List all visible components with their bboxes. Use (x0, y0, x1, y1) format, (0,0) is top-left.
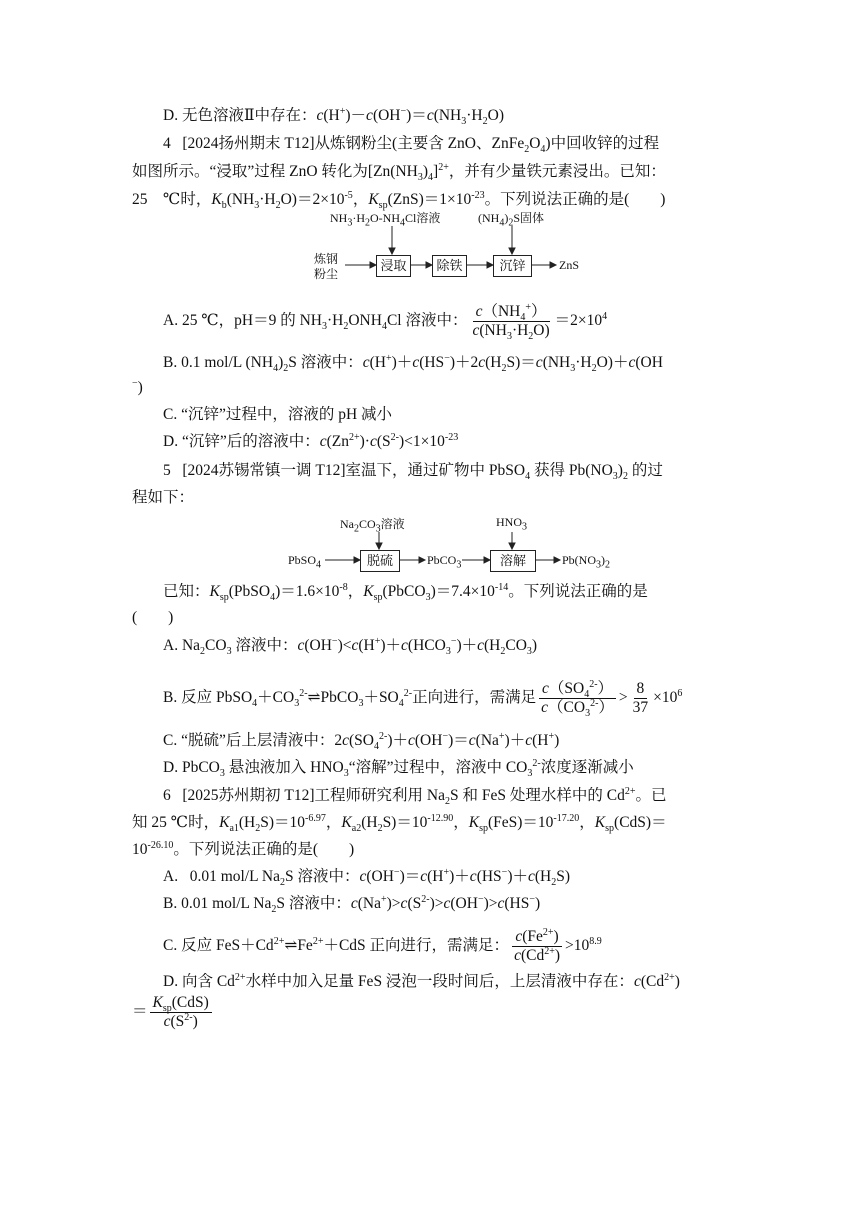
q5-answer-paren: ( ) (132, 609, 174, 626)
q4-source-tag: [2024扬州期末 T12] (182, 135, 315, 152)
q4-option-d: D. “沉锌”后的溶液中：$c(Zn^{2+})\cdot c(S^{2-})<1\times 10^{-23}$ (163, 431, 459, 450)
q4-option-b-line1: B. 0.1 mol/L $(NH_4)_2S$ 溶液中：$c(H^+)+c(HS^-)+2c(H_2S)=c(NH_3\cdot H_2O)+c(OH$ (163, 352, 663, 375)
q5-known: 已知：$K_{sp}(PbSO_4)=1.6\times 10^{-8}$，$K_{sp}(PbCO_3)=7.4\times 10^{-14}$。下列说法正确的是 (163, 581, 648, 604)
q3-option-d: D. 无色溶液Ⅱ中存在：$c(H^+)-c(OH^-)=c(NH_3\cdot H_2O)$ (163, 105, 504, 128)
q6-option-b: B. 0.01 mol/L $Na_2S$ 溶液中：$c(Na^+)>c(S^{2-})>c(OH^-)>c(HS^-)$ (163, 893, 541, 916)
q5-number: 5 (163, 462, 171, 479)
q4-option-c: C. “沉锌”过程中，溶液的 pH 减小 (163, 406, 393, 423)
q5-option-a: A. $Na_2CO_3$ 溶液中：$c(OH^-)<c(H^+)+c(HCO_3^-)+c(H_2CO_3)$ (163, 635, 538, 658)
q4-option-b-line2: −) (132, 377, 143, 396)
q4-product: ZnS (559, 258, 580, 272)
q5-option-b: B. 反应 $PbSO_4+CO_3^{2-}\rightleftharpoons PbCO_3+SO_4^{2-}$正向进行，需满足 $\frac{c(SO_4^{2-})}{c(CO_3^{2-})}$ > $\frac{8}{37}$ $\times 10^6$ (163, 678, 683, 720)
q4-step-leach: 浸取 (376, 255, 411, 277)
q6-option-c: C. 反应 $FeS+Cd^{2+}\rightleftharpoons Fe^{2+}+CdS$ 正向进行，需满足： $\frac{c(Fe^{2+})}{c(Cd^{2+})}$ $>10^{8.9}$ (163, 926, 602, 964)
q6-stem-line3: $10^{-26.10}$。下列说法正确的是( ) (132, 839, 355, 858)
q5-reagent-desulfur: $Na_2CO_3$溶液 (340, 517, 405, 535)
q5-product: $Pb(NO_3)_2$ (562, 553, 611, 571)
q4-option-a: A. 25 ℃，pH＝9 的 $NH_3\cdot H_2ONH_4Cl$ 溶液中： $\frac{c(NH_4^+)}{c(NH_3\cdot H_2O)}$ $=2\times 10^4$ (163, 301, 608, 343)
q5-stem-line1: 5 [2024苏锡常镇一调 T12]室温下，通过矿物中 PbSO$_4$ 获得 $Pb(NO_3)_2$ 的过 (163, 462, 663, 483)
q4-stem-line2: 如图所示。“浸取”过程 ZnO 转化为$[Zn(NH_3)_4]^{2+}$，并有少量铁元素浸出。已知： (132, 161, 666, 184)
q6-option-a: A. 0.01 mol/L $Na_2S$ 溶液中：$c(OH^-)=c(H^+)+c(HS^-)+c(H_2S)$ (163, 866, 571, 889)
q6-source-tag: [2025苏州期初 T12] (182, 787, 315, 804)
q5-source-tag: [2024苏锡常镇一调 T12] (182, 462, 346, 479)
q4-start-material-1: 炼钢 (314, 252, 339, 266)
q6-number: 6 (163, 787, 171, 804)
q4-start-material-2: 粉尘 (314, 267, 339, 281)
q5-intermediate: PbCO$_3$ (427, 553, 462, 571)
q4-step-remove-iron: 除铁 (432, 255, 467, 277)
q5-step-desulfur: 脱硫 (360, 550, 400, 572)
q5-option-c: C. “脱硫”后上层清液中：$2c(SO_4^{2-})+c(OH^-)=c(Na^+)+c(H^+)$ (163, 730, 560, 753)
q4-step-zinc-precipitate: 沉锌 (493, 255, 532, 277)
q4-number: 4 (163, 135, 171, 152)
q5-step-dissolve: 溶解 (490, 550, 536, 572)
q4-stem-line3: 25 ℃时，$K_b(NH_3\cdot H_2O)=2\times 10^{-5}$，$K_{sp}(ZnS)=1\times 10^{-23}$。下列说法正确的是( ) (132, 189, 666, 212)
q4-stem-line1: 4 [2024扬州期末 T12]从炼钢粉尘(主要含 ZnO、$ZnFe_2O_4$)中回收锌的过程 (163, 135, 660, 156)
q5-stem-line2: 程如下： (132, 489, 195, 506)
q6-option-d-line2: ＝ $\frac{K_{sp}(CdS)}{c(S^{2-})}$ (132, 994, 214, 1031)
q6-option-d-line1: D. 向含 $Cd^{2+}$水样中加入足量 FeS 浸泡一段时间后，上层清液中存在：$c(Cd^{2+})$ (163, 971, 680, 990)
q5-option-d: D. PbCO$_3$ 悬浊液加入 $HNO_3“$溶解”过程中，溶液中 $CO_3^{2-}$浓度逐渐减小 (163, 757, 634, 780)
q5-start-material: PbSO$_4$ (288, 553, 322, 571)
q4-reagent-zinc: $(NH_4)_2S$固体 (478, 211, 545, 229)
q5-reagent-dissolve: $HNO_3$ (496, 515, 527, 533)
q6-stem-line2: 知 25 ℃时，$K_{a1}(H_2S)=10^{-6.97}$，$K_{a2}(H_2S)=10^{-12.90}$，$K_{sp}(FeS)=10^{-17.20}$，$K_{sp}(CdS)=$ (132, 812, 667, 835)
q4-reagent-leach: $NH_3\cdot H_2O-NH_4Cl$溶液 (330, 211, 441, 229)
q6-stem-line1: 6 [2025苏州期初 T12]工程师研究利用 $Na_2S$ 和 FeS 处理水样中的 $Cd^{2+}$。已 (163, 785, 667, 808)
